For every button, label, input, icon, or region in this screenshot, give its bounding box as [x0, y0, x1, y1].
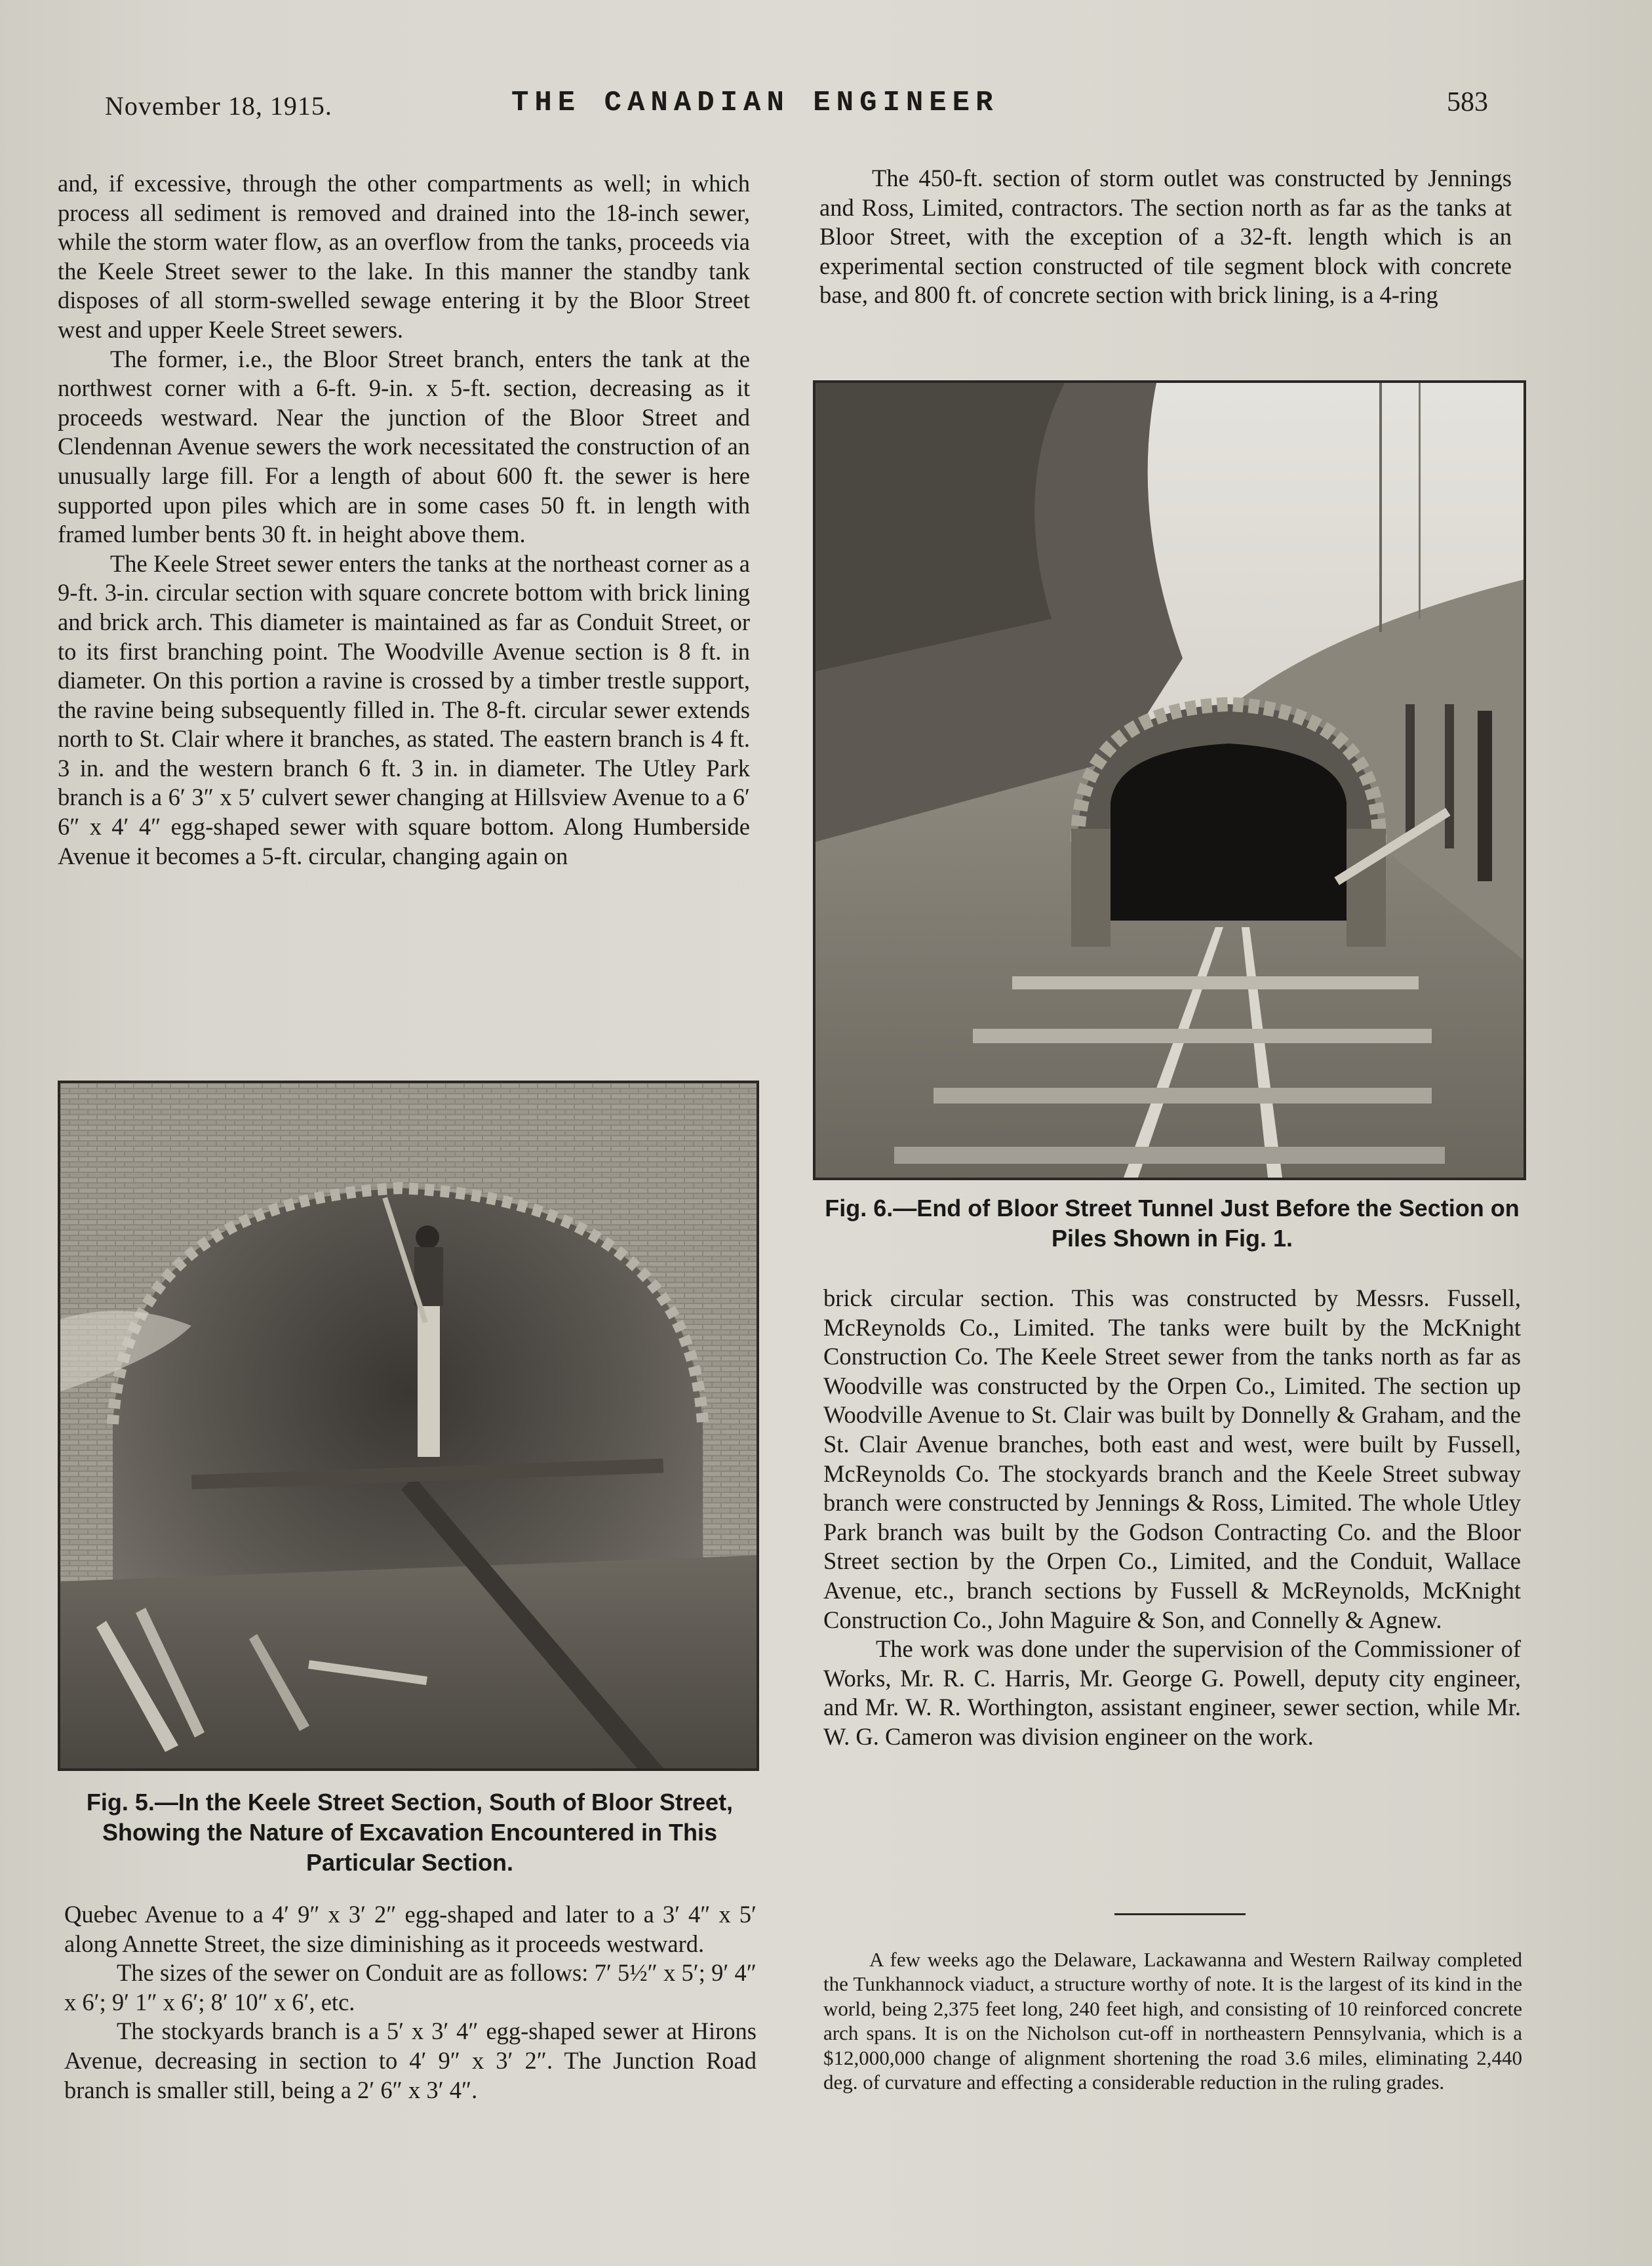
paragraph: The Keele Street sewer enters the tanks at the northeast corner as a 9-ft. 3-in. circular section with square concrete bottom with brick lining and brick arch. This diameter is maintained as far as Conduit Street, or to its first branching point. The Woodville Avenue section is 8 ft. in diameter. On this portion a ravine is crossed by a timber trestle support, the ravine being subsequently filled in. The 8-ft. circular sewer extends north to St. Clair where it branches, as stated. The eastern branch is 4 ft. 3 in. and the western branch 6 ft. 3 in. in diameter. The Utley Park branch is a 6′ 3″ x 5′ culvert sewer changing at Hillsview Avenue to a 6′ 6″ x 4′ 4″ egg-shaped sewer with square bottom. Along Humberside Avenue it becomes a 5-ft. circular, changing again on — [58, 549, 750, 869]
fig-5-caption: Fig. 5.—In the Keele Street Section, South of Bloor Street, Showing the Nature of Excavation Encountered in This Particular Section. — [86, 1789, 734, 1876]
paragraph: The former, i.e., the Bloor Street branch, enters the tank at the northwest corner with a 6-ft. 9-in. x 5-ft. section, decreasing as it proceeds westward. Near the junction of the Bloor Street and Clendennan Avenue sewers the work necessitated the construction of an unusually large fill. For a length of about 600 ft. the sewer is here supported upon piles which are in some cases 50 ft. in length with framed lumber bents 30 ft. in height above them. — [58, 345, 750, 548]
section-divider — [1114, 1913, 1246, 1915]
paragraph: The stockyards branch is a 5′ x 3′ 4″ egg-shaped sewer at Hirons Avenue, decreasing in section to 4′ 9″ x 3′ 2″. The Junction Road branch is smaller still, being a 2′ 6″ x 3′ 4″. — [64, 2018, 757, 2103]
paragraph: The work was done under the supervision of the Commissioner of Works, Mr. R. C. Harris, Mr. George G. Powell, deputy city engineer, and Mr. W. R. Worthington, assistant engineer, sewer section, while Mr. W. G. Cameron was division engineer on the work. — [823, 1635, 1521, 1750]
page-number: 583 — [1447, 87, 1488, 117]
right-column-bottom — [823, 1284, 1521, 1752]
paragraph: Quebec Avenue to a 4′ 9″ x 3′ 2″ egg-shaped and later to a 3′ 4″ x 5′ along Annette Street, the size diminishing as it proceeds westward. — [64, 1901, 757, 1957]
left-column-bottom — [64, 1900, 757, 2105]
paragraph: The sizes of the sewer on Conduit are as follows: 7′ 5½″ x 5′; 9′ 4″ x 6′; 9′ 1″ x 6′; 8′ 10″ x 6′, etc. — [64, 1959, 757, 2016]
paragraph: The 450-ft. section of storm outlet was constructed by Jennings and Ross, Limited, contractors. The section north as far as the tanks at Bloor Street, with the exception of a 32-ft. length which is an experimental section constructed of tile segment block with concrete base, and 800 ft. of concrete section with brick lining, is a 4-ring — [819, 165, 1512, 309]
running-header — [105, 77, 1488, 130]
left-column-top — [58, 169, 750, 871]
fig-5-photo — [58, 1081, 759, 1771]
fig-6-caption: Fig. 6.—End of Bloor Street Tunnel Just Before the Section on Piles Shown in Fig. 1. — [825, 1195, 1520, 1252]
right-column-top — [819, 164, 1512, 310]
note-paragraph: A few weeks ago the Delaware, Lackawanna and Western Railway completed the Tunkhannock viaduct, a structure worthy of note. It is the largest of its kind in the world, being 2,375 feet long, 240 feet high, and consisting of 10 reinforced concrete arch spans. It is on the Nicholson cut-off in northeastern Pennsylvania, which is a $12,000,000 change of alignment shortening the road 3.6 miles, eliminating 2,440 deg. of curvature and effecting a considerable reduction in the ruling grades. — [823, 1948, 1522, 2094]
header-date: November 18, 1915. — [105, 91, 332, 121]
fig-6-photo — [813, 380, 1526, 1180]
paragraph: brick circular section. This was constructed by Messrs. Fussell, McReynolds Co., Limited. The tanks were built by the McKnight Construction Co. The Keele Street sewer from the tanks north as far as Woodville was constructed by the Orpen Co., Limited. The section up Woodville Avenue to St. Clair was built by Donnelly & Graham, and the St. Clair Avenue branches, both east and west, were built by Fussell, McReynolds Co. The stockyards branch and the Keele Street subway branch were constructed by Jennings & Ross, Limited. The whole Utley Park branch was built by the Godson Contracting Co. and the Bloor Street section by the Orpen Co., Limited, and the Conduit, Wallace Avenue, etc., branch sections by Fussell & McReynolds, McKnight Construction Co., John Maguire & Son, and Connelly & Agnew. — [823, 1284, 1521, 1633]
paragraph: and, if excessive, through the other compartments as well; in which process all sediment is removed and drained into the 18-inch sewer, while the storm water flow, as an overflow from the tanks, proceeds via the Keele Street sewer to the lake. In this manner the standby tank disposes of all storm-swelled sewage entering it by the Bloor Street west and upper Keele Street sewers. — [58, 170, 750, 343]
journal-title: THE CANADIAN ENGINEER — [511, 87, 999, 119]
news-note — [823, 1947, 1522, 2094]
